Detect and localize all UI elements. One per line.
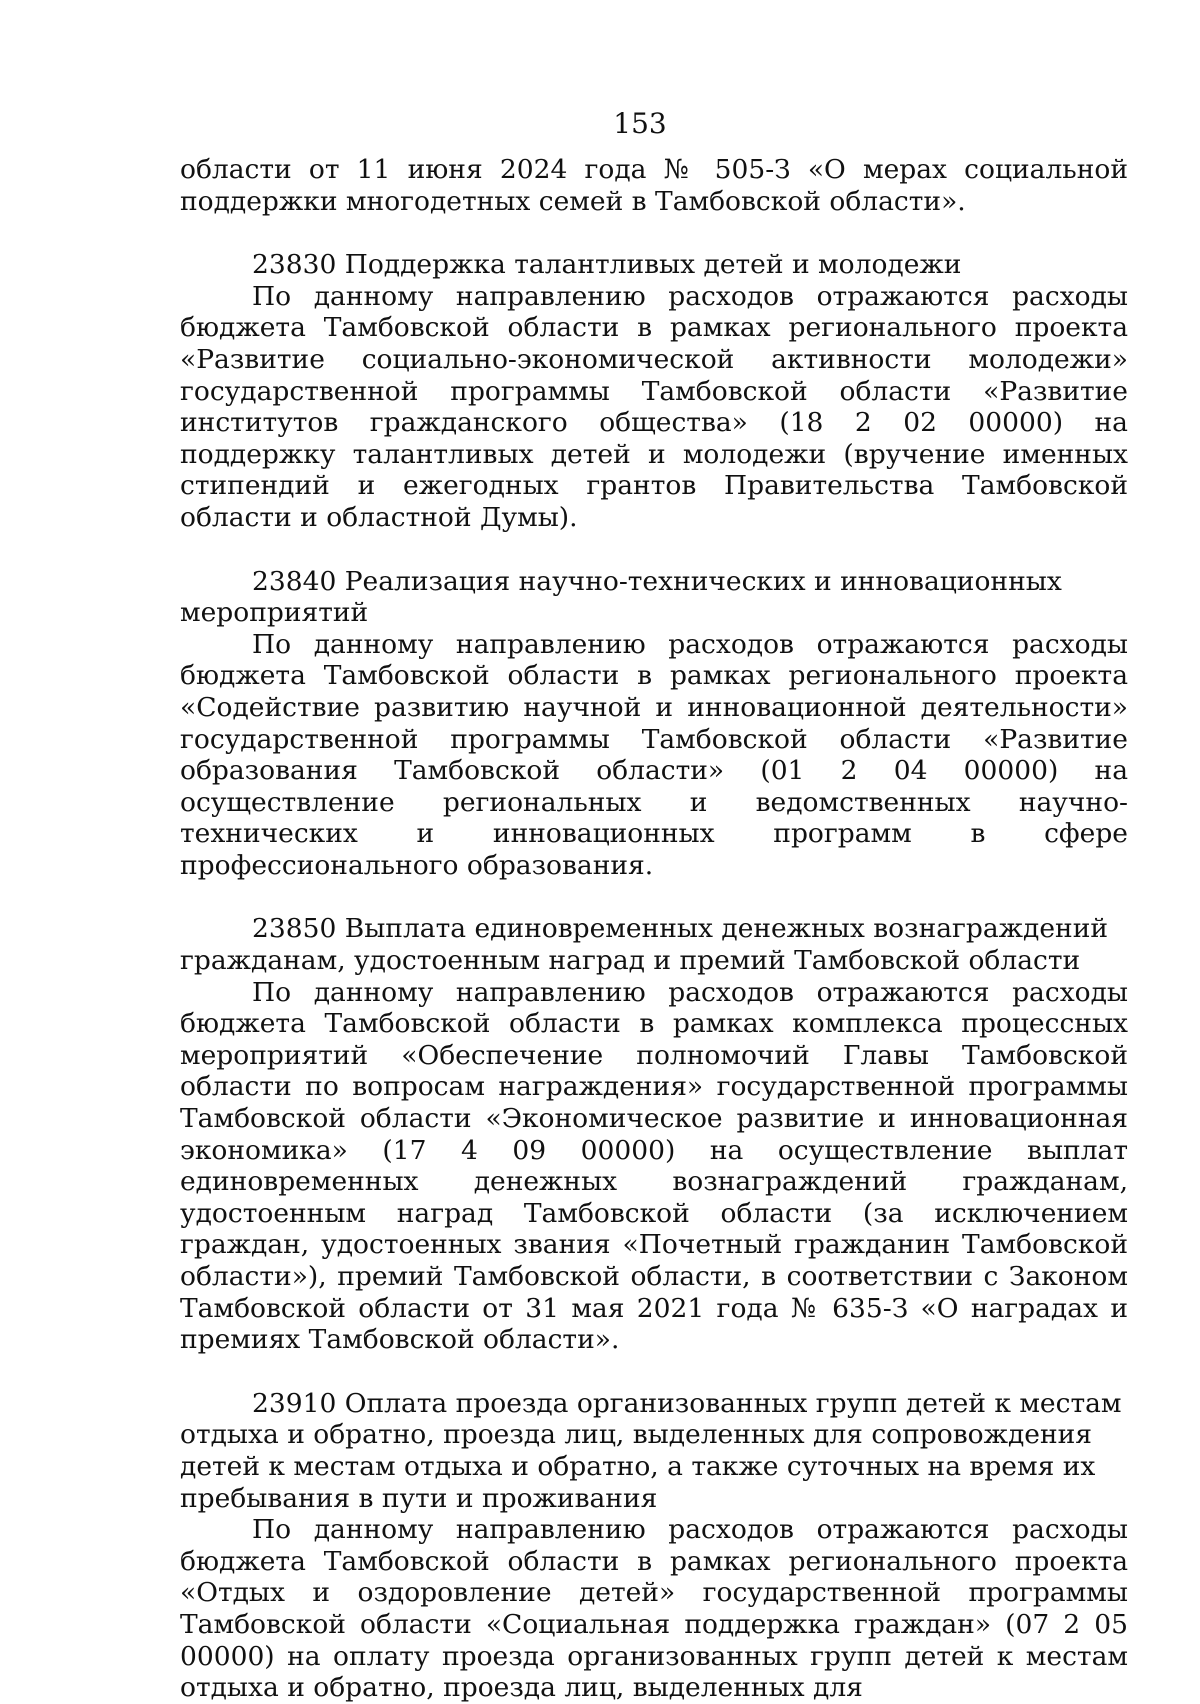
intro-paragraph: области от 11 июня 2024 года № 505-З «О мерах социальной поддержки многодетных семей в Тамбовской области».	[180, 154, 1128, 217]
section-gap	[180, 534, 1128, 566]
section-text-23850: По данному направлению расходов отражаются расходы бюджета Тамбовской области в рамках комплекса процессных мероприятий «Обеспечение полномочий Главы Тамбовской области по вопросам награждения» государственной программы Тамбовской области «Экономическое развитие и инновационная экономика» (17 4 09 00000) на осуществление выплат единовременных денежных вознаграждений гражданам, удостоенным наград Тамбовской области (за исключением граждан, удостоенных звания «Почетный гражданин Тамбовской области»), премий Тамбовской области, в соответствии с Законом Тамбовской области от 31 мая 2021 года № 635-З «О наградах и премиях Тамбовской области».	[180, 976, 1128, 1356]
section-gap	[180, 217, 1128, 249]
section-heading-23830: 23830 Поддержка талантливых детей и молодежи	[252, 249, 962, 281]
section-heading-23910: 23910 Оплата проезда организованных групп детей к местам отдыха и обратно, проезда лиц, выделенных для сопровождения детей к местам отдыха и обратно, а также суточных на время их пребывания в пути и проживания	[180, 1387, 1122, 1514]
document-body	[180, 154, 1128, 1704]
section-text-23830: По данному направлению расходов отражаются расходы бюджета Тамбовской области в рамках регионального проекта «Развитие социально-экономической активности молодежи» государственной программы Тамбовской области «Развитие институтов гражданского общества» (18 2 02 00000) на поддержку талантливых детей и молодежи (вручение именных стипендий и ежегодных грантов Правительства Тамбовской области и областной Думы).	[180, 280, 1128, 533]
section-heading-23840: 23840 Реализация научно-технических и инновационных мероприятий	[180, 565, 1062, 629]
section-heading-23850: 23850 Выплата единовременных денежных вознаграждений гражданам, удостоенным наград и премий Тамбовской области	[180, 913, 1109, 977]
section-text-23840: По данному направлению расходов отражаются расходы бюджета Тамбовской области в рамках регионального проекта «Содействие развитию научной и инновационной деятельности» государственной программы Тамбовской области «Развитие образования Тамбовской области» (01 2 04 00000) на осуществление региональных и ведомственных научно-технических и инновационных программ в сфере профессионального образования.	[180, 628, 1128, 881]
section-gap	[180, 1356, 1128, 1388]
page-number: 153	[613, 107, 667, 140]
section-text-23910: По данному направлению расходов отражаются расходы бюджета Тамбовской области в рамках регионального проекта «Отдых и оздоровление детей» государственной программы Тамбовской области «Социальная поддержка граждан» (07 2 05 00000) на оплату проезда организованных групп детей к местам отдыха и обратно, проезда лиц, выделенных для	[180, 1514, 1128, 1704]
section-gap	[180, 881, 1128, 913]
